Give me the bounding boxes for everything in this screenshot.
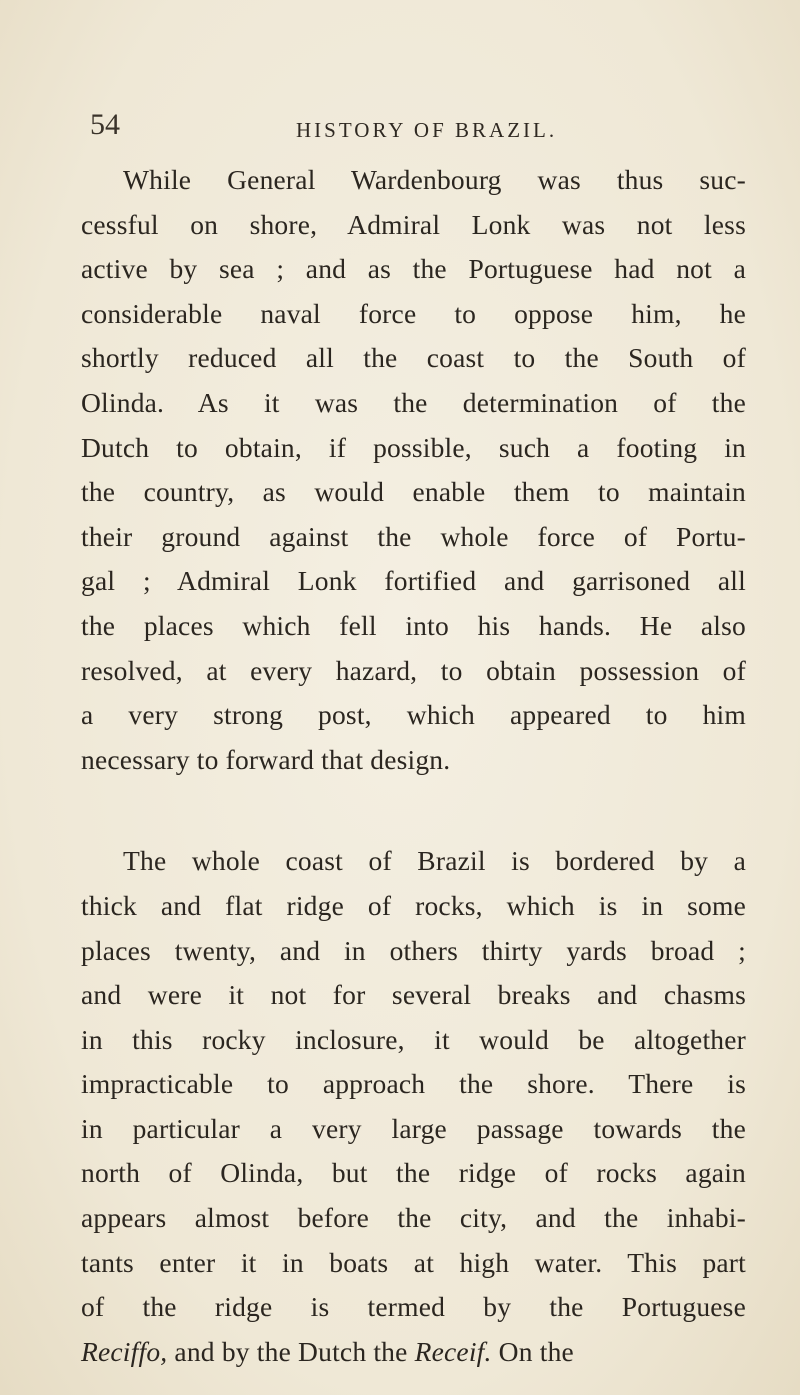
text-line: Dutch to obtain, if possible, such a footing in [81, 431, 746, 463]
text-line: While General Wardenbourg was thus suc- [123, 164, 746, 195]
italic-word-reciffo: Reciffo, [81, 1335, 168, 1367]
text-line: places twenty, and in others thirty yards broad ; [81, 934, 746, 966]
text-line: necessary to forward that design. [81, 743, 451, 775]
text-line: gal ; Admiral Lonk fortified and garrisoned all [81, 565, 746, 597]
text-line: cessful on shore, Admiral Lonk was not less [81, 208, 746, 240]
text-line: the country, as would enable them to maintain [81, 476, 746, 508]
page-number: 54 [90, 108, 120, 141]
text-line: in this rocky inclosure, it would be altogether [81, 1023, 746, 1055]
text-line: The whole coast of Brazil is bordered by a [123, 845, 746, 877]
text-line: tants enter it in boats at high water. This part [81, 1246, 746, 1278]
text-line: their ground against the whole force of Portu- [81, 520, 746, 552]
text-line-final [81, 1330, 746, 1375]
text-line: and were it not for several breaks and chasms [81, 979, 746, 1011]
text-line: considerable naval force to oppose him, he [81, 297, 746, 329]
italic-word-receif: Receif. [414, 1335, 492, 1367]
text-fragment: On the [491, 1335, 574, 1367]
body-text [81, 158, 746, 1374]
running-head: HISTORY OF BRAZIL. [296, 118, 558, 142]
text-line: thick and flat ridge of rocks, which is in some [81, 889, 746, 921]
text-fragment: and by the Dutch the [167, 1335, 415, 1367]
text-line: a very strong post, which appeared to him [81, 699, 746, 731]
text-line: the places which fell into his hands. He also [81, 609, 746, 641]
text-line: north of Olinda, but the ridge of rocks again [81, 1157, 746, 1189]
text-line: impracticable to approach the shore. There is [81, 1068, 746, 1100]
text-line: Olinda. As it was the determination of the [81, 386, 746, 418]
paragraph-1 [81, 158, 746, 782]
text-line: in particular a very large passage towards the [81, 1112, 746, 1144]
paragraph-gap [81, 782, 746, 839]
text-line: appears almost before the city, and the inhabi- [81, 1202, 746, 1234]
text-line: resolved, at every hazard, to obtain possession of [81, 654, 746, 686]
paragraph-2 [81, 839, 746, 1374]
text-line: of the ridge is termed by the Portuguese [81, 1291, 746, 1323]
text-line: shortly reduced all the coast to the South of [81, 342, 746, 374]
text-line: active by sea ; and as the Portuguese had not a [81, 253, 746, 285]
